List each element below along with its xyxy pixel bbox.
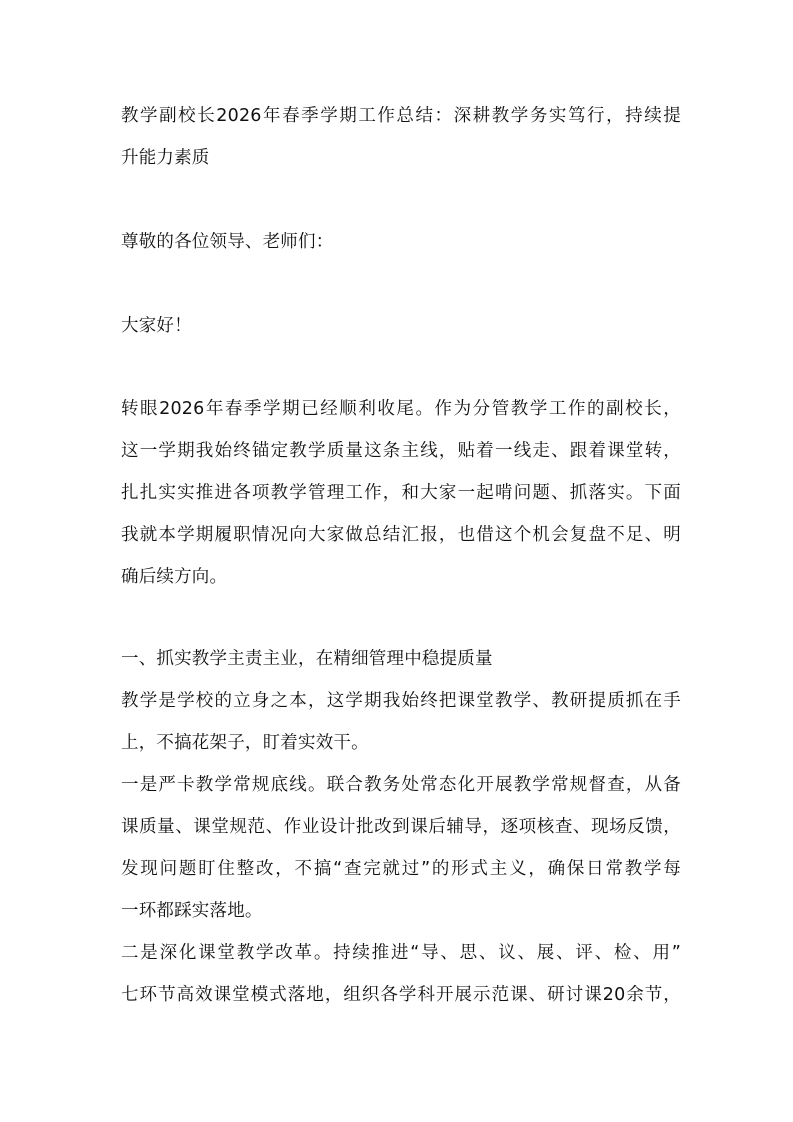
point-1-line-2: 课质量、课堂规范、作业设计批改到课后辅导，逐项核查、现场反馈，	[121, 817, 681, 837]
greeting: 大家好！	[121, 316, 192, 336]
document-title-line-2: 升能力素质	[121, 148, 210, 168]
point-2-line-1: 二是深化课堂教学改革。持续推进“导、思、议、展、评、检、用”	[121, 943, 681, 963]
document-title-line-1: 教学副校长2026年春季学期工作总结：深耕教学务实笃行，持续提	[121, 106, 681, 126]
intro-paragraph-line-4: 我就本学期履职情况向大家做总结汇报，也借这个机会复盘不足、明	[121, 525, 681, 545]
point-1-line-4: 一环都踩实落地。	[121, 901, 263, 921]
point-1-line-3: 发现问题盯住整改，不搞“查完就过”的形式主义，确保日常教学每	[121, 859, 681, 879]
intro-paragraph-line-5: 确后续方向。	[121, 567, 228, 587]
point-2-line-2: 七环节高效课堂模式落地，组织各学科开展示范课、研讨课20余节，	[121, 985, 681, 1005]
point-1-line-1: 一是严卡教学常规底线。联合教务处常态化开展教学常规督查，从备	[121, 775, 681, 795]
intro-paragraph-line-1: 转眼2026年春季学期已经顺利收尾。作为分管教学工作的副校长，	[121, 399, 681, 419]
section-1-intro-line-1: 教学是学校的立身之本，这学期我始终把课堂教学、教研提质抓在手	[121, 691, 681, 711]
section-1-heading: 一、抓实教学主责主业，在精细管理中稳提质量	[121, 649, 493, 669]
salutation: 尊敬的各位领导、老师们：	[121, 232, 334, 252]
intro-paragraph-line-2: 这一学期我始终锚定教学质量这条主线，贴着一线走、跟着课堂转，	[121, 441, 681, 461]
section-1-intro-line-2: 上，不搞花架子，盯着实效干。	[121, 733, 369, 753]
intro-paragraph-line-3: 扎扎实实推进各项教学管理工作，和大家一起啃问题、抓落实。下面	[121, 483, 681, 503]
